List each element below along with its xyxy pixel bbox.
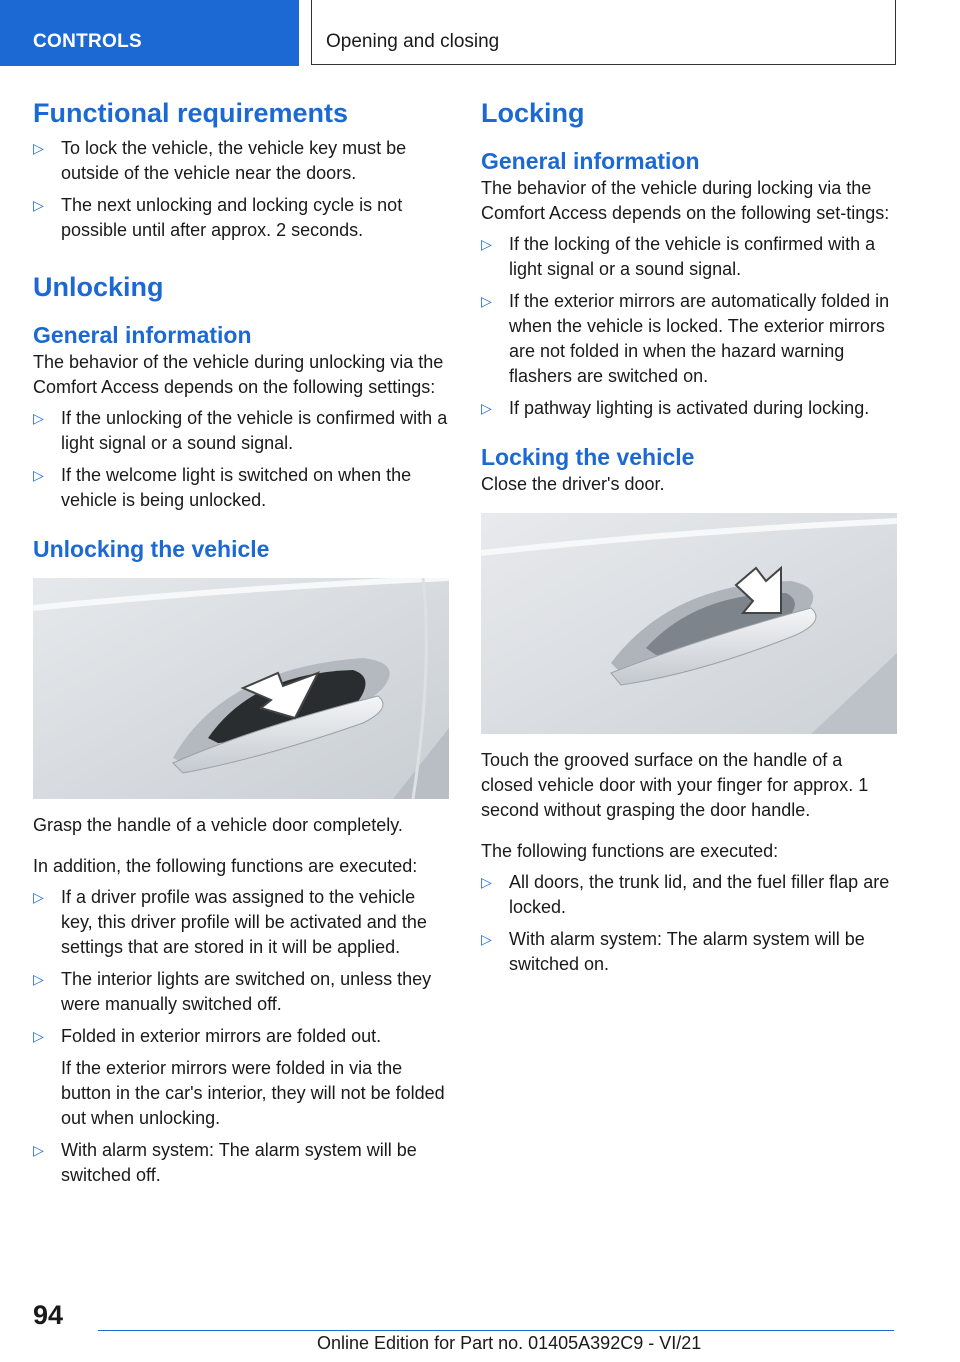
- right-column: [481, 96, 897, 984]
- section-tab: [0, 0, 299, 66]
- list-item: ▷ With alarm system: The alarm system will be switched off.: [33, 1140, 417, 1185]
- list-item: ▷ If the unlocking of the vehicle is confirmed with a light signal or a sound signal.: [33, 408, 448, 453]
- triangle-bullet-icon: ▷: [481, 931, 492, 947]
- page-header: [0, 0, 960, 66]
- triangle-bullet-icon: ▷: [481, 874, 492, 890]
- triangle-bullet-icon: ▷: [33, 410, 44, 426]
- grasp-text: Grasp the handle of a vehicle door completely.: [33, 815, 403, 835]
- section-label: CONTROLS: [33, 31, 143, 52]
- general-information-heading: General information: [33, 322, 252, 348]
- touch-text: Touch the grooved surface on the handle of a closed vehicle door with your finger for approx. 1 second without grasping the door handle.: [481, 750, 869, 820]
- triangle-bullet-icon: ▷: [33, 140, 44, 156]
- unlocking-vehicle-heading: Unlocking the vehicle: [33, 536, 270, 562]
- chapter-label: Opening and closing: [326, 31, 500, 52]
- list-item: ▷ If the locking of the vehicle is confirmed with a light signal or a sound signal.: [481, 234, 876, 279]
- locking-settings-list: [481, 232, 897, 421]
- footer-divider: [98, 1330, 894, 1331]
- chapter-box: [311, 0, 896, 65]
- locking-vehicle-heading: Locking the vehicle: [481, 444, 695, 470]
- functional-requirements-list: [33, 136, 449, 243]
- left-column: [33, 96, 449, 1195]
- list-item: ▷ To lock the vehicle, the vehicle key must be outside of the vehicle near the doors.: [33, 138, 407, 183]
- list-item: ▷ Folded in exterior mirrors are folded out. If the exterior mirrors were folded in via the button in the car's interior, they will not be folded out when unlocking.: [33, 1024, 449, 1131]
- unlock-functions-list: [33, 885, 449, 1188]
- list-item: ▷ All doors, the trunk lid, and the fuel filler flap are locked.: [481, 872, 890, 917]
- close-door-text: Close the driver's door.: [481, 474, 665, 494]
- unlocking-settings-list: [33, 406, 449, 513]
- addition-text: In addition, the following functions are executed:: [33, 856, 418, 876]
- list-item: ▷ If the exterior mirrors are automatically folded in when the vehicle is locked. The exterior mirrors are not folded in when the hazard warning flashers are switched on.: [481, 291, 890, 386]
- following-text: The following functions are executed:: [481, 841, 779, 861]
- locking-heading: Locking: [481, 98, 585, 128]
- lock-functions-list: [481, 870, 897, 977]
- functional-requirements-heading: Functional requirements: [33, 98, 349, 128]
- list-item: ▷ With alarm system: The alarm system will be switched on.: [481, 929, 865, 974]
- unlocking-heading: Unlocking: [33, 272, 164, 302]
- page-number: 94: [33, 1300, 64, 1330]
- triangle-bullet-icon: ▷: [33, 971, 44, 987]
- general-information-text: The behavior of the vehicle during unlocking via the Comfort Access depends on the following settings:: [33, 352, 444, 397]
- general-information-heading: General information: [481, 148, 700, 174]
- list-item: ▷ The interior lights are switched on, unless they were manually switched off.: [33, 969, 432, 1014]
- triangle-bullet-icon: ▷: [33, 1028, 44, 1044]
- triangle-bullet-icon: ▷: [33, 467, 44, 483]
- list-item: ▷ If a driver profile was assigned to the vehicle key, this driver profile will be activated and the settings that are stored in it will be applied.: [33, 887, 427, 957]
- edition-text: Online Edition for Part no. 01405A392C9 - VI/21: [317, 1333, 702, 1353]
- triangle-bullet-icon: ▷: [33, 1142, 44, 1158]
- triangle-bullet-icon: ▷: [33, 889, 44, 905]
- triangle-bullet-icon: ▷: [481, 236, 492, 252]
- door-handle-unlock-illustration: [33, 578, 449, 799]
- list-item: ▷ If the welcome light is switched on when the vehicle is being unlocked.: [33, 465, 412, 510]
- general-information-text: The behavior of the vehicle during locking via the Comfort Access depends on the following set-tings:: [481, 178, 890, 223]
- triangle-bullet-icon: ▷: [33, 197, 44, 213]
- list-item: ▷ The next unlocking and locking cycle is not possible until after approx. 2 seconds.: [33, 195, 403, 240]
- triangle-bullet-icon: ▷: [481, 293, 492, 309]
- triangle-bullet-icon: ▷: [481, 400, 492, 416]
- mirror-note: If the exterior mirrors were folded in via the button in the car's interior, they will not be folded out when unlocking.: [61, 1058, 445, 1128]
- list-item: ▷ If pathway lighting is activated during locking.: [481, 396, 897, 421]
- door-handle-lock-illustration: [481, 513, 897, 734]
